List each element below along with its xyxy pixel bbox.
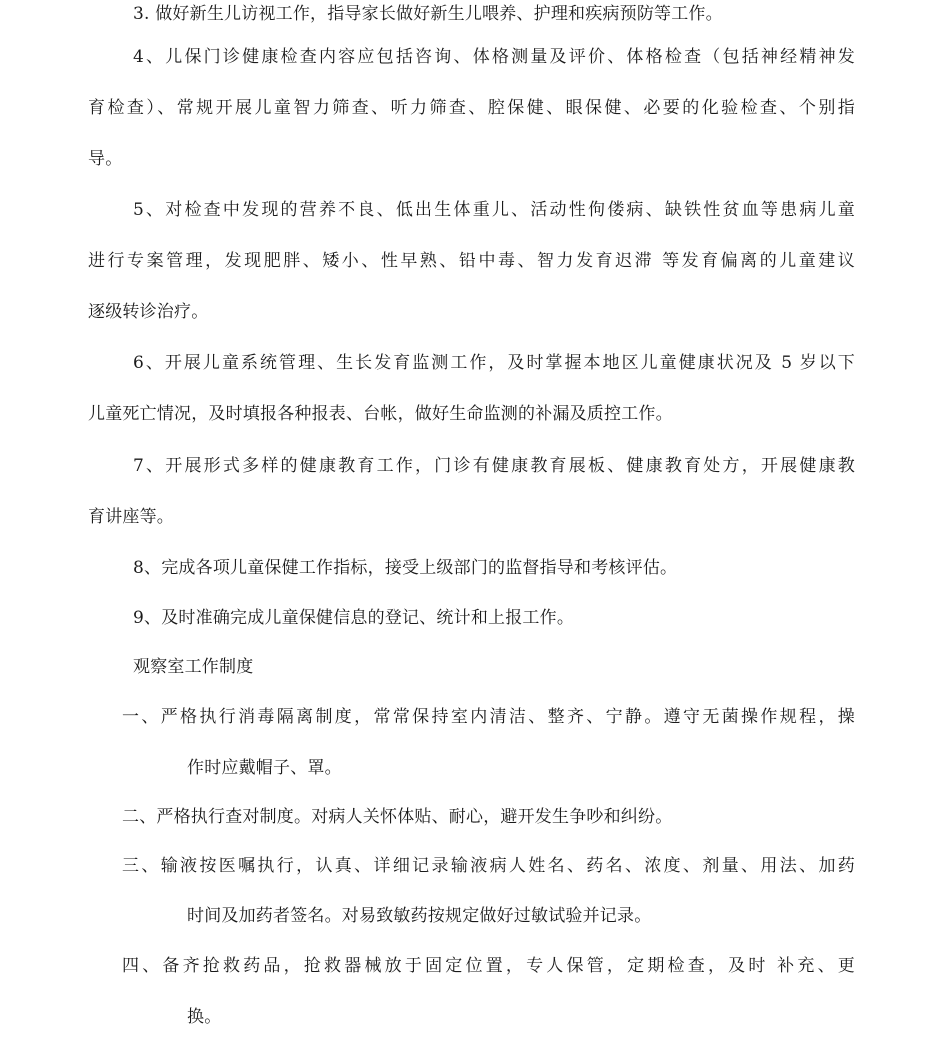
rule-4-line-1: 四、备齐抢救药品，抢救器械放于固定位置，专人保管，定期检查，及时 补充、更 xyxy=(122,956,855,976)
item-5-line-2: 进行专案管理，发现肥胖、矮小、性早熟、铅中毒、智力发育迟滞 等发育偏离的儿童建议 xyxy=(88,251,855,271)
rule-1-line-2: 作时应戴帽子、罩。 xyxy=(187,758,342,778)
rule-3-line-2: 时间及加药者签名。对易致敏药按规定做好过敏试验并记录。 xyxy=(187,906,652,926)
section-heading: 观察室工作制度 xyxy=(133,657,254,677)
item-4-line-2: 育检查）、常规开展儿童智力筛查、听力筛查、腔保健、眼保健、必要的化验检查、个别指 xyxy=(88,98,855,118)
rule-2-line-1: 二、严格执行查对制度。对病人关怀体贴、耐心，避开发生争吵和纠纷。 xyxy=(122,807,673,827)
rule-3-line-1: 三、输液按医嘱执行，认真、详细记录输液病人姓名、药名、浓度、剂量、用法、加药 xyxy=(122,856,855,876)
item-9-line-1: 9、及时准确完成儿童保健信息的登记、统计和上报工作。 xyxy=(133,608,575,628)
item-4-line-3: 导。 xyxy=(88,149,123,169)
item-3-line-1: 3. 做好新生儿访视工作，指导家长做好新生儿喂养、护理和疾病预防等工作。 xyxy=(133,4,723,24)
item-5-line-3: 逐级转诊治疗。 xyxy=(88,302,209,322)
item-5-line-1: 5、对检查中发现的营养不良、低出生体重儿、活动性佝偻病、缺铁性贫血等患病儿童 xyxy=(133,200,855,220)
item-8-line-1: 8、完成各项儿童保健工作指标，接受上级部门的监督指导和考核评估。 xyxy=(133,558,678,578)
item-4-line-1: 4、儿保门诊健康检查内容应包括咨询、体格测量及评价、体格检查（包括神经精神发 xyxy=(133,47,855,67)
rule-4-line-2: 换。 xyxy=(187,1007,222,1027)
item-6-line-2: 儿童死亡情况，及时填报各种报表、台帐，做好生命监测的补漏及质控工作。 xyxy=(88,404,673,424)
item-6-line-1: 6、开展儿童系统管理、生长发育监测工作，及时掌握本地区儿童健康状况及 5 岁以下 xyxy=(133,353,855,373)
item-7-line-2: 育讲座等。 xyxy=(88,507,174,527)
rule-1-line-1: 一、严格执行消毒隔离制度，常常保持室内清洁、整齐、宁静。遵守无菌操作规程，操 xyxy=(122,707,855,727)
item-7-line-1: 7、开展形式多样的健康教育工作，门诊有健康教育展板、健康教育处方，开展健康教 xyxy=(133,456,855,476)
